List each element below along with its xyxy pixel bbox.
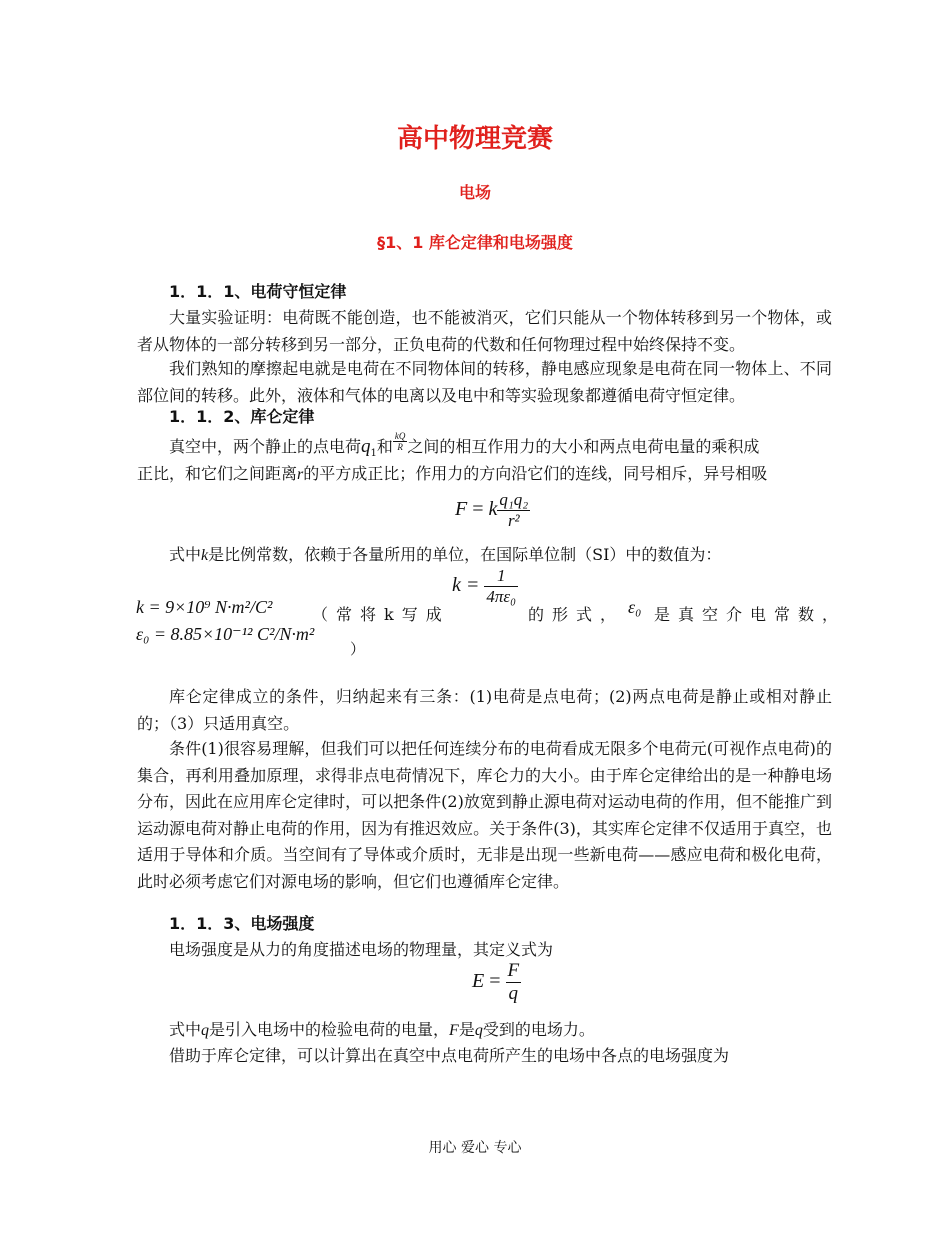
coulomb-law-formula: F = k $\frac{\text{q₁q₂}}{\text{r²}}$ bbox=[455, 490, 529, 530]
field-strength-definition-line: 电场强度是从力的角度描述电场的物理量，其定义式为 bbox=[169, 940, 554, 959]
note-write-k-as: （常将k写成 bbox=[312, 605, 450, 624]
heading-1-1-3: 1．1．3、电场强度 bbox=[169, 914, 315, 933]
k-value-formula: k = 9×10⁹ N·m²/C² bbox=[136, 597, 273, 617]
section-title: §1、1 库仑定律和电场强度 bbox=[377, 233, 573, 252]
point-charge-field-line: 借助于库仑定律，可以计算出在真空中点电荷所产生的电场中各点的电场强度为 bbox=[169, 1046, 730, 1065]
coulomb-intro-line-2: 正比，和它们之间距离r的平方成正比；作用力的方向沿它们的连线，同号相斥，异号相吸 bbox=[137, 464, 768, 483]
chapter-title: 电场 bbox=[458, 183, 491, 202]
note-vacuum-permittivity: 是真空介电常数， bbox=[654, 605, 847, 624]
heading-1-1-1: 1．1．1、电荷守恒定律 bbox=[169, 282, 347, 301]
document-title: 高中物理竞赛 bbox=[396, 124, 553, 154]
heading-1-1-2: 1．1．2、库仑定律 bbox=[169, 407, 315, 426]
coulomb-intro-line-1: 真空中，两个静止的点电荷$q_1$和 $\frac{kQ}{R}$ 之间的相互作用力的大小和两点电荷电量的乘积成 bbox=[169, 431, 760, 460]
note-close-paren: ） bbox=[350, 640, 366, 658]
paragraph-charge-conservation-1: 大量实验证明：电荷既不能创造，也不能被消灭，它们只能从一个物体转移到另一个物体，或者从物体的一部分转移到另一部分，正负电荷的代数和任何物理过程中始终保持不变。 bbox=[137, 308, 832, 354]
proportional-constant-line: 式中k是比例常数，依赖于各量所用的单位，在国际单位制（SI）中的数值为： bbox=[169, 545, 722, 564]
paragraph-coulomb-conditions: 库仑定律成立的条件，归纳起来有三条：(1)电荷是点电荷；(2)两点电荷是静止或相对静止的；（3）只适用真空。 bbox=[137, 687, 832, 733]
epsilon-symbol: ε₀ bbox=[628, 597, 642, 617]
kq-over-r-fraction: $\frac{kQ}{R}$ bbox=[394, 431, 406, 452]
epsilon-value-formula: ε₀ = 8.85×10⁻¹² C²/N·m² bbox=[136, 624, 315, 644]
paragraph-charge-conservation-2: 我们熟知的摩擦起电就是电荷在不同物体间的转移，静电感应现象是电荷在同一物体上、不同部位间的转移。此外，液体和气体的电离以及电中和等实验现象都遵循电荷守恒定律。 bbox=[137, 359, 832, 405]
paragraph-conditions-explained: 条件(1)很容易理解，但我们可以把任何连续分布的电荷看成无限多个电荷元(可视作点电荷)的集合，再利用叠加原理，求得非点电荷情况下，库仑力的大小。由于库仑定律给出的是一种静电场分布，因此在应用库仑定律时，可以把条件(2)放宽到静止源电荷对运动电荷的作用，但不能推广到运动源电荷对静止电荷的作用，因为有推迟效应。关于条件(3)，其实库仑定律不仅适用于真空，也适用于导体和介质。当空间有了导体或介质时，无非是出现一些新电荷——感应电荷和极化电荷，此时必须考虑它们对源电场的影响，但它们也遵循库仑定律。 bbox=[137, 739, 832, 891]
page-footer: 用心 爱心 专心 bbox=[428, 1140, 522, 1156]
field-strength-formula: E = $\frac{F}{q}$ bbox=[472, 960, 520, 1004]
k-alt-formula: k = $\frac{1}{\text{4πε₀}}$ bbox=[452, 566, 517, 606]
note-form-of: 的形式， bbox=[528, 605, 625, 624]
test-charge-line: 式中q是引入电场中的检验电荷的电量，F是q受到的电场力。 bbox=[169, 1020, 595, 1039]
